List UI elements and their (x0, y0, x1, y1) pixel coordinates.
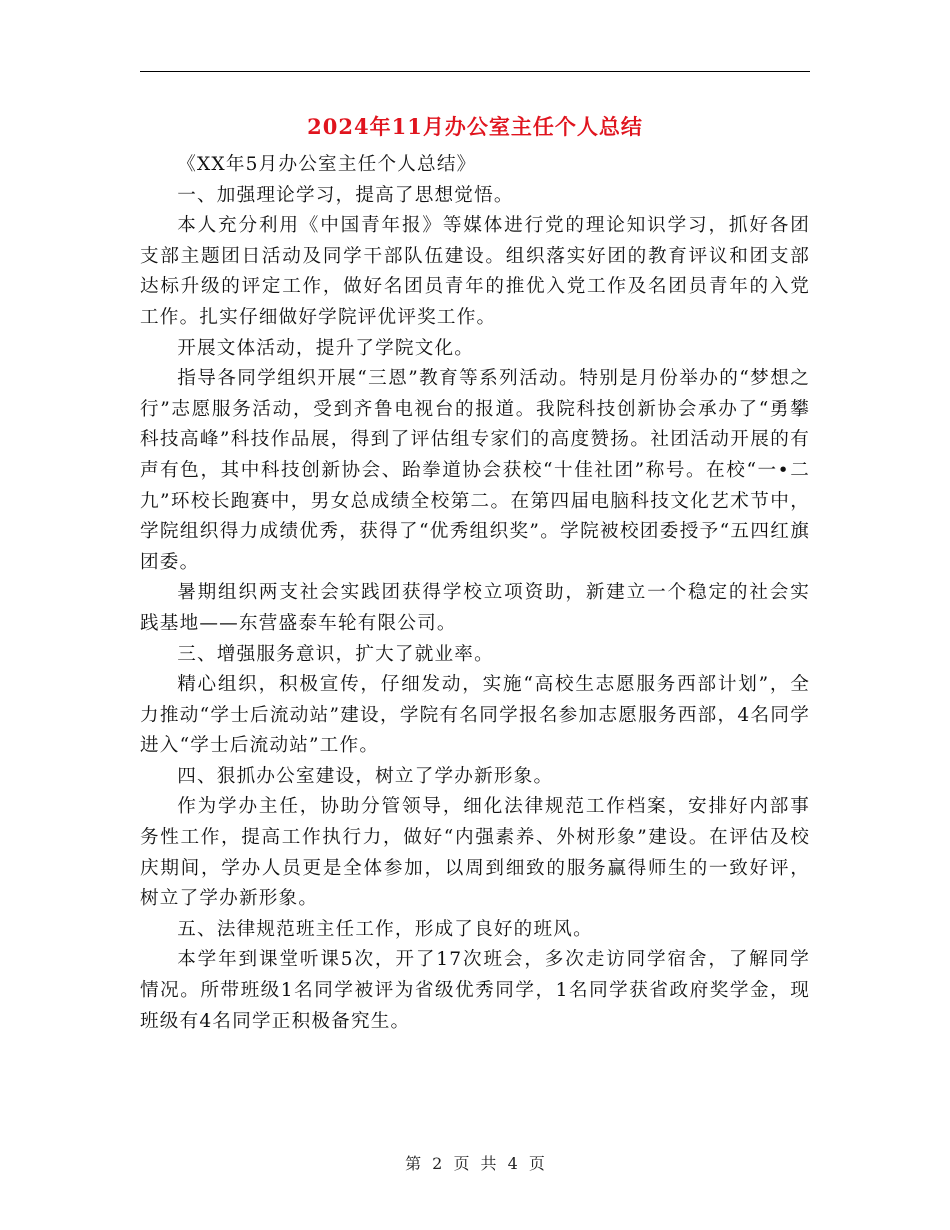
paragraph: 暑期组织两支社会实践团获得学校立项资助，新建立一个稳定的社会实践基地——东营盛泰车轮有限公司。 (140, 582, 810, 634)
page-number: 第 2 页 共 4 页 (405, 1154, 545, 1173)
paragraph-subtitle: 《XX年5月办公室主任个人总结》 (177, 154, 477, 175)
paragraph: 精心组织，积极宣传，仔细发动，实施“高校生志愿服务西部计划”，全力推动“学士后流动站”建设，学院有名同学报名参加志愿服务西部，4名同学进入“学士后流动站”工作。 (140, 674, 810, 757)
section-heading-1: 一、加强理论学习，提高了思想觉悟。 (177, 184, 514, 206)
document-body (140, 150, 810, 1037)
section-heading-4: 四、狠抓办公室建设，树立了学办新形象。 (177, 765, 554, 787)
section-heading-3: 三、增强服务意识，扩大了就业率。 (177, 643, 494, 665)
paragraph: 指导各同学组织开展“三恩”教育等系列活动。特别是月份举办的“梦想之行”志愿服务活动，受到齐鲁电视台的报道。我院科技创新协会承办了“勇攀科技高峰”科技作品展，得到了评估组专家们的高度赞扬。社团活动开展的有声有色，其中科技创新协会、跆拳道协会获校“十佳社团”称号。在校“一•二九”环校长跑赛中，男女总成绩全校第二。在第四届电脑科技文化艺术节中，学院组织得力成绩优秀，获得了“优秀组织奖”。学院被校团委授予“五四红旗团委。 (140, 368, 810, 573)
paragraph: 本人充分利用《中国青年报》等媒体进行党的理论知识学习，抓好各团支部主题团日活动及同学干部队伍建设。组织落实好团的教育评议和团支部达标升级的评定工作，做好名团员青年的推优入党工作及名团员青年的入党工作。扎实仔细做好学院评优评奖工作。 (140, 215, 810, 328)
document-title: 2024年11月办公室主任个人总结 (307, 114, 643, 139)
paragraph: 本学年到课堂听课5次，开了17次班会，多次走访同学宿舍，了解同学情况。所带班级1名同学被评为省级优秀同学，1名同学获省政府奖学金，现班级有4名同学正积极备究生。 (140, 949, 810, 1032)
section-heading-5: 五、法律规范班主任工作，形成了良好的班风。 (177, 918, 593, 940)
paragraph: 作为学办主任，协助分管领导，细化法律规范工作档案，安排好内部事务性工作，提高工作执行力，做好“内强素养、外树形象”建设。在评估及校庆期间，学办人员更是全体参加，以周到细致的服务赢得师生的一致好评，树立了学办新形象。 (140, 796, 810, 910)
header-rule (140, 71, 810, 72)
section-heading-2: 开展文体活动，提升了学院文化。 (177, 337, 475, 359)
